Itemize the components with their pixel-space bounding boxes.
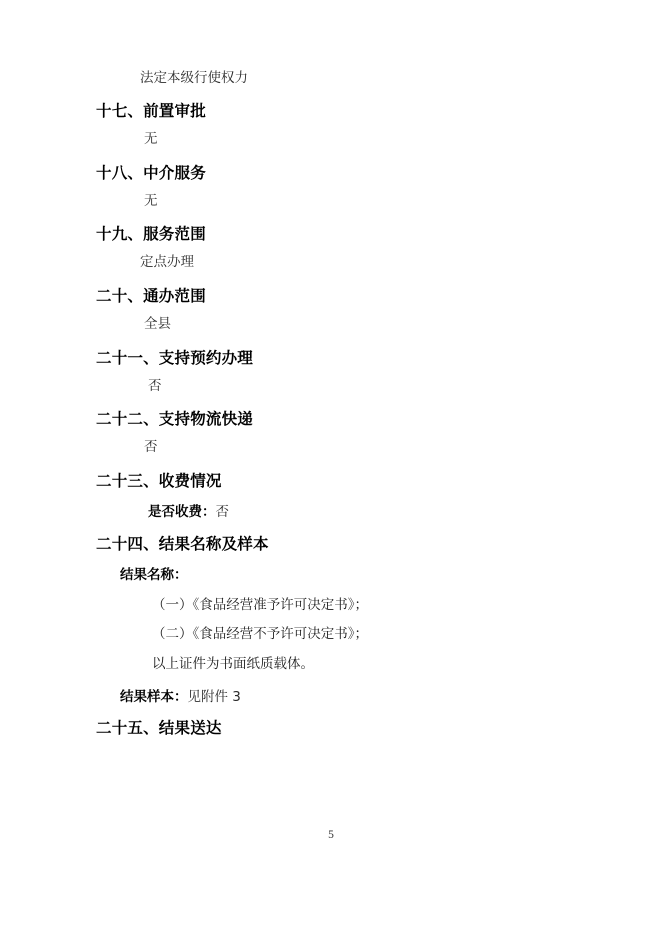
section-heading-17: 十七、前置审批 — [96, 101, 206, 120]
section-heading-23: 二十三、收费情况 — [96, 472, 222, 490]
result-sample-row — [96, 686, 566, 707]
fee-row — [96, 501, 566, 522]
result-item-2: （二）《食品经营不予许可决定书》； — [152, 626, 368, 643]
section-answer-18: 无 — [144, 192, 158, 209]
fee-label: 是否收费： — [148, 504, 216, 521]
result-item-1: （一）《食品经营准予许可决定书》； — [152, 596, 368, 613]
result-name-label: 结果名称： — [120, 567, 188, 584]
fee-value: 否 — [215, 504, 229, 521]
section-answer-19: 定点办理 — [140, 254, 194, 271]
section-answer-20: 全县 — [144, 316, 171, 333]
section-heading-20: 二十、通办范围 — [96, 286, 206, 305]
section-heading-21: 二十一、支持预约办理 — [96, 348, 254, 367]
result-sample-value: 见附件 3 — [187, 688, 241, 705]
continued-paragraph: 法定本级行使权力 — [140, 70, 248, 86]
document-content — [96, 70, 566, 748]
section-heading-18: 十八、中介服务 — [96, 163, 206, 182]
section-heading-19: 十九、服务范围 — [96, 225, 206, 244]
section-heading-24: 二十四、结果名称及样本 — [96, 534, 269, 553]
section-answer-17: 无 — [144, 131, 158, 148]
section-answer-21: 否 — [148, 377, 162, 394]
section-heading-25: 二十五、结果送达 — [96, 719, 222, 738]
result-item-3: 以上证件为书面纸质载体。 — [152, 655, 314, 672]
result-name-label-row — [96, 564, 566, 585]
section-answer-22: 否 — [144, 439, 158, 456]
result-sample-label: 结果样本： — [120, 688, 188, 705]
section-heading-22: 二十二、支持物流快递 — [96, 410, 254, 429]
page-number: 5 — [328, 829, 334, 841]
